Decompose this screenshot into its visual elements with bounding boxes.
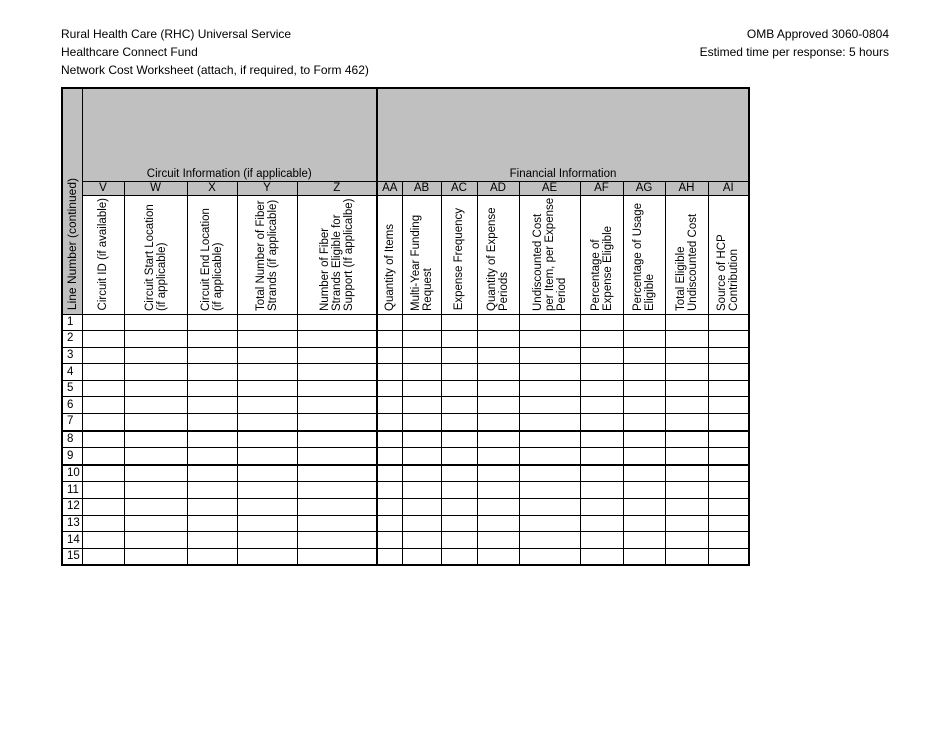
table-row (62, 364, 749, 381)
entry-cell-ab[interactable] (402, 448, 441, 465)
entry-cell-ah[interactable] (665, 465, 708, 482)
column-letter-aa: AA (377, 181, 402, 195)
fund-title: Healthcare Connect Fund (61, 45, 198, 59)
entry-cell-z[interactable] (297, 414, 377, 431)
entry-cell-v[interactable] (82, 364, 124, 381)
column-label: Total Number of Fiber Strands (if applicable) (255, 199, 279, 311)
column-letter-ag: AG (623, 181, 665, 195)
entry-cell-y[interactable] (237, 499, 297, 516)
entry-cell-ai[interactable] (708, 482, 749, 499)
column-label: Source of HCP Contribution (716, 234, 741, 311)
column-label: Total Eligible Undiscounted Cost (674, 213, 699, 311)
entry-cell-ag[interactable] (623, 448, 665, 465)
table-row (62, 347, 749, 364)
entry-cell-ai[interactable] (708, 532, 749, 549)
entry-cell-ae[interactable] (519, 380, 580, 397)
entry-cell-ai[interactable] (708, 331, 749, 348)
entry-cell-ab[interactable] (402, 397, 441, 414)
entry-cell-v[interactable] (82, 482, 124, 499)
entry-cell-ag[interactable] (623, 397, 665, 414)
line-number-cell: 4 (62, 364, 82, 381)
time-estimate: Estimed time per response: 5 hours (699, 45, 889, 59)
entry-cell-ae[interactable] (519, 397, 580, 414)
column-label: Percentage of Usage Eligible (632, 202, 656, 311)
entry-cell-ag[interactable] (623, 499, 665, 516)
entry-cell-aa[interactable] (377, 482, 402, 499)
entry-cell-ag[interactable] (623, 515, 665, 532)
entry-cell-ad[interactable] (477, 380, 519, 397)
entry-cell-aa[interactable] (377, 347, 402, 364)
entry-cell-ai[interactable] (708, 548, 749, 565)
entry-cell-w[interactable] (124, 397, 187, 414)
entry-cell-z[interactable] (297, 380, 377, 397)
entry-cell-ah[interactable] (665, 515, 708, 532)
entry-cell-y[interactable] (237, 548, 297, 565)
entry-cell-aa[interactable] (377, 515, 402, 532)
entry-cell-y[interactable] (237, 532, 297, 549)
entry-cell-v[interactable] (82, 499, 124, 516)
entry-cell-ah[interactable] (665, 347, 708, 364)
entry-cell-ae[interactable] (519, 414, 580, 431)
column-letter-ae: AE (519, 181, 580, 195)
entry-cell-ab[interactable] (402, 364, 441, 381)
entry-cell-ad[interactable] (477, 414, 519, 431)
entry-cell-ac[interactable] (441, 515, 477, 532)
entry-cell-aa[interactable] (377, 532, 402, 549)
entry-cell-ac[interactable] (441, 548, 477, 565)
entry-cell-y[interactable] (237, 414, 297, 431)
entry-cell-ad[interactable] (477, 448, 519, 465)
line-number-cell: 8 (62, 431, 82, 448)
entry-cell-ad[interactable] (477, 532, 519, 549)
entry-cell-ag[interactable] (623, 465, 665, 482)
network-cost-worksheet-table (61, 87, 750, 566)
table-row (62, 482, 749, 499)
column-label: Number of Fiber Strands Eligible for Support (If applicalbe) (318, 197, 355, 311)
entry-cell-x[interactable] (187, 414, 237, 431)
entry-cell-w[interactable] (124, 515, 187, 532)
entry-cell-ae[interactable] (519, 347, 580, 364)
entry-cell-v[interactable] (82, 331, 124, 348)
entry-cell-ai[interactable] (708, 314, 749, 331)
entry-cell-ag[interactable] (623, 548, 665, 565)
entry-cell-af[interactable] (580, 465, 623, 482)
entry-cell-ab[interactable] (402, 482, 441, 499)
entry-cell-ad[interactable] (477, 397, 519, 414)
column-header-ai (708, 195, 749, 314)
entry-cell-ag[interactable] (623, 364, 665, 381)
entry-cell-w[interactable] (124, 380, 187, 397)
line-number-cell: 14 (62, 532, 82, 549)
entry-cell-v[interactable] (82, 548, 124, 565)
entry-cell-ae[interactable] (519, 465, 580, 482)
entry-cell-aa[interactable] (377, 331, 402, 348)
entry-cell-x[interactable] (187, 314, 237, 331)
entry-cell-ai[interactable] (708, 414, 749, 431)
column-letter-v: V (82, 181, 124, 195)
entry-cell-y[interactable] (237, 515, 297, 532)
column-letter-ac: AC (441, 181, 477, 195)
entry-cell-aa[interactable] (377, 314, 402, 331)
table-row (62, 414, 749, 431)
entry-cell-aa[interactable] (377, 414, 402, 431)
column-label: Percentage of Expense Eligible (589, 225, 614, 311)
entry-cell-z[interactable] (297, 548, 377, 565)
column-header-aa (377, 195, 402, 314)
entry-cell-ac[interactable] (441, 414, 477, 431)
entry-cell-ah[interactable] (665, 532, 708, 549)
entry-cell-z[interactable] (297, 314, 377, 331)
entry-cell-ae[interactable] (519, 515, 580, 532)
table-row (62, 548, 749, 565)
entry-cell-y[interactable] (237, 314, 297, 331)
entry-cell-af[interactable] (580, 431, 623, 448)
entry-cell-ag[interactable] (623, 482, 665, 499)
entry-cell-y[interactable] (237, 397, 297, 414)
table-row (62, 499, 749, 516)
entry-cell-ai[interactable] (708, 465, 749, 482)
table-row (62, 380, 749, 397)
entry-cell-ai[interactable] (708, 515, 749, 532)
line-number-cell: 7 (62, 414, 82, 431)
entry-cell-aa[interactable] (377, 397, 402, 414)
entry-cell-ai[interactable] (708, 431, 749, 448)
column-header-v (82, 195, 124, 314)
entry-cell-v[interactable] (82, 397, 124, 414)
entry-cell-y[interactable] (237, 448, 297, 465)
entry-cell-v[interactable] (82, 515, 124, 532)
entry-cell-x[interactable] (187, 331, 237, 348)
entry-cell-z[interactable] (297, 364, 377, 381)
entry-cell-ai[interactable] (708, 499, 749, 516)
entry-cell-ac[interactable] (441, 499, 477, 516)
column-header-y (237, 195, 297, 314)
line-number-cell: 11 (62, 482, 82, 499)
column-label: Quantity of Items (383, 223, 396, 311)
entry-cell-v[interactable] (82, 414, 124, 431)
entry-cell-ah[interactable] (665, 380, 708, 397)
table-row (62, 431, 749, 448)
entry-cell-af[interactable] (580, 380, 623, 397)
entry-cell-ai[interactable] (708, 364, 749, 381)
entry-cell-w[interactable] (124, 548, 187, 565)
entry-cell-x[interactable] (187, 465, 237, 482)
entry-cell-ag[interactable] (623, 532, 665, 549)
column-label: Quantity of Expense Periods (486, 206, 510, 311)
entry-cell-ah[interactable] (665, 431, 708, 448)
column-header-x (187, 195, 237, 314)
entry-cell-ah[interactable] (665, 414, 708, 431)
entry-cell-ae[interactable] (519, 448, 580, 465)
entry-cell-x[interactable] (187, 347, 237, 364)
entry-cell-z[interactable] (297, 347, 377, 364)
entry-cell-ab[interactable] (402, 431, 441, 448)
entry-cell-ac[interactable] (441, 532, 477, 549)
column-letter-x: X (187, 181, 237, 195)
line-number-cell: 15 (62, 548, 82, 565)
worksheet-title: Network Cost Worksheet (attach, if required, to Form 462) (61, 63, 369, 77)
entry-cell-ag[interactable] (623, 380, 665, 397)
entry-cell-y[interactable] (237, 465, 297, 482)
entry-cell-w[interactable] (124, 465, 187, 482)
entry-cell-ai[interactable] (708, 347, 749, 364)
entry-cell-y[interactable] (237, 431, 297, 448)
line-number-cell: 13 (62, 515, 82, 532)
entry-cell-ab[interactable] (402, 532, 441, 549)
line-number-label: Line Number (continued) (65, 178, 80, 311)
entry-cell-ac[interactable] (441, 364, 477, 381)
entry-cell-aa[interactable] (377, 364, 402, 381)
table-row (62, 515, 749, 532)
entry-cell-w[interactable] (124, 314, 187, 331)
line-number-cell: 1 (62, 314, 82, 331)
entry-cell-ae[interactable] (519, 431, 580, 448)
entry-cell-ah[interactable] (665, 314, 708, 331)
column-letter-ad: AD (477, 181, 519, 195)
entry-cell-ag[interactable] (623, 314, 665, 331)
program-title: Rural Health Care (RHC) Universal Service (61, 27, 292, 41)
entry-cell-z[interactable] (297, 331, 377, 348)
entry-cell-y[interactable] (237, 364, 297, 381)
entry-cell-ab[interactable] (402, 499, 441, 516)
entry-cell-y[interactable] (237, 482, 297, 499)
column-letter-y: Y (237, 181, 297, 195)
entry-cell-z[interactable] (297, 448, 377, 465)
form-header-right (700, 25, 889, 61)
line-number-cell: 2 (62, 331, 82, 348)
entry-cell-ac[interactable] (441, 448, 477, 465)
entry-cell-y[interactable] (237, 331, 297, 348)
entry-cell-z[interactable] (297, 532, 377, 549)
entry-cell-ad[interactable] (477, 465, 519, 482)
entry-cell-ac[interactable] (441, 314, 477, 331)
entry-cell-aa[interactable] (377, 465, 402, 482)
entry-cell-aa[interactable] (377, 380, 402, 397)
line-number-cell: 5 (62, 380, 82, 397)
entry-cell-ad[interactable] (477, 482, 519, 499)
column-label: Circuit ID (if available) (97, 198, 109, 311)
column-label: Circuit Start Location (if applicable) (143, 203, 168, 311)
table-row (62, 397, 749, 414)
column-letter-w: W (124, 181, 187, 195)
entry-cell-z[interactable] (297, 515, 377, 532)
entry-cell-ab[interactable] (402, 414, 441, 431)
entry-cell-w[interactable] (124, 331, 187, 348)
entry-cell-w[interactable] (124, 482, 187, 499)
entry-cell-x[interactable] (187, 380, 237, 397)
entry-cell-af[interactable] (580, 482, 623, 499)
column-letter-ah: AH (665, 181, 708, 195)
entry-cell-af[interactable] (580, 448, 623, 465)
line-number-cell: 6 (62, 397, 82, 414)
entry-cell-ab[interactable] (402, 331, 441, 348)
entry-cell-ae[interactable] (519, 482, 580, 499)
entry-cell-ae[interactable] (519, 314, 580, 331)
entry-cell-x[interactable] (187, 532, 237, 549)
entry-cell-ac[interactable] (441, 331, 477, 348)
entry-cell-w[interactable] (124, 414, 187, 431)
column-header-af (580, 195, 623, 314)
entry-cell-af[interactable] (580, 364, 623, 381)
entry-cell-z[interactable] (297, 499, 377, 516)
entry-cell-aa[interactable] (377, 448, 402, 465)
entry-cell-ab[interactable] (402, 515, 441, 532)
column-label: Circuit End Location (if applicable) (200, 207, 224, 311)
column-letter-ab: AB (402, 181, 441, 195)
entry-cell-ac[interactable] (441, 347, 477, 364)
column-header-z (297, 195, 377, 314)
entry-cell-ac[interactable] (441, 397, 477, 414)
entry-cell-x[interactable] (187, 364, 237, 381)
entry-cell-ad[interactable] (477, 364, 519, 381)
entry-cell-af[interactable] (580, 414, 623, 431)
entry-cell-x[interactable] (187, 397, 237, 414)
table-row (62, 448, 749, 465)
entry-cell-x[interactable] (187, 448, 237, 465)
column-label: Undiscounted Cost per Item, per Expense Period (531, 197, 568, 311)
entry-cell-y[interactable] (237, 380, 297, 397)
entry-cell-ad[interactable] (477, 499, 519, 516)
entry-cell-z[interactable] (297, 397, 377, 414)
entry-cell-ad[interactable] (477, 431, 519, 448)
column-header-ad (477, 195, 519, 314)
entry-cell-ag[interactable] (623, 347, 665, 364)
entry-cell-w[interactable] (124, 364, 187, 381)
entry-cell-w[interactable] (124, 448, 187, 465)
entry-cell-ab[interactable] (402, 380, 441, 397)
entry-cell-ae[interactable] (519, 532, 580, 549)
line-number-cell: 12 (62, 499, 82, 516)
entry-cell-ai[interactable] (708, 380, 749, 397)
form-header-left (61, 25, 369, 79)
table-row (62, 465, 749, 482)
entry-cell-w[interactable] (124, 532, 187, 549)
entry-cell-v[interactable] (82, 314, 124, 331)
entry-cell-w[interactable] (124, 347, 187, 364)
entry-cell-ae[interactable] (519, 331, 580, 348)
entry-cell-ai[interactable] (708, 397, 749, 414)
entry-cell-ae[interactable] (519, 364, 580, 381)
entry-cell-aa[interactable] (377, 431, 402, 448)
entry-cell-ah[interactable] (665, 364, 708, 381)
entry-cell-ai[interactable] (708, 448, 749, 465)
column-header-ae (519, 195, 580, 314)
entry-cell-v[interactable] (82, 465, 124, 482)
entry-cell-z[interactable] (297, 465, 377, 482)
line-number-header (62, 88, 82, 314)
table-row (62, 532, 749, 549)
line-number-cell: 10 (62, 465, 82, 482)
entry-cell-af[interactable] (580, 347, 623, 364)
entry-cell-x[interactable] (187, 431, 237, 448)
entry-cell-ab[interactable] (402, 314, 441, 331)
entry-cell-x[interactable] (187, 548, 237, 565)
entry-cell-z[interactable] (297, 431, 377, 448)
entry-cell-ah[interactable] (665, 482, 708, 499)
entry-cell-aa[interactable] (377, 548, 402, 565)
line-number-cell: 9 (62, 448, 82, 465)
entry-cell-ah[interactable] (665, 397, 708, 414)
entry-cell-w[interactable] (124, 499, 187, 516)
entry-cell-y[interactable] (237, 347, 297, 364)
entry-cell-ah[interactable] (665, 499, 708, 516)
entry-cell-ad[interactable] (477, 331, 519, 348)
entry-cell-ab[interactable] (402, 347, 441, 364)
entry-cell-ae[interactable] (519, 499, 580, 516)
entry-cell-ac[interactable] (441, 431, 477, 448)
column-header-ab (402, 195, 441, 314)
column-header-ah (665, 195, 708, 314)
entry-cell-ag[interactable] (623, 431, 665, 448)
entry-cell-ac[interactable] (441, 380, 477, 397)
entry-cell-v[interactable] (82, 347, 124, 364)
entry-cell-af[interactable] (580, 532, 623, 549)
entry-cell-ah[interactable] (665, 448, 708, 465)
table-row (62, 314, 749, 331)
entry-cell-ab[interactable] (402, 548, 441, 565)
entry-cell-ah[interactable] (665, 331, 708, 348)
entry-cell-ad[interactable] (477, 347, 519, 364)
entry-cell-ab[interactable] (402, 465, 441, 482)
entry-cell-x[interactable] (187, 482, 237, 499)
entry-cell-af[interactable] (580, 314, 623, 331)
column-label: Expense Frequency (453, 208, 465, 311)
entry-cell-ad[interactable] (477, 314, 519, 331)
entry-cell-ac[interactable] (441, 465, 477, 482)
circuit-information-header: Circuit Information (if applicable) (82, 88, 377, 181)
entry-cell-ag[interactable] (623, 414, 665, 431)
entry-cell-x[interactable] (187, 515, 237, 532)
entry-cell-ad[interactable] (477, 548, 519, 565)
entry-cell-z[interactable] (297, 482, 377, 499)
entry-cell-w[interactable] (124, 431, 187, 448)
financial-information-header: Financial Information (377, 88, 749, 181)
entry-cell-af[interactable] (580, 397, 623, 414)
column-letter-z: Z (297, 181, 377, 195)
entry-cell-aa[interactable] (377, 499, 402, 516)
entry-cell-v[interactable] (82, 532, 124, 549)
entry-cell-af[interactable] (580, 499, 623, 516)
column-letter-ai: AI (708, 181, 749, 195)
column-label: Multi-Year Funding Request (409, 214, 434, 311)
entry-cell-ah[interactable] (665, 548, 708, 565)
entry-cell-v[interactable] (82, 380, 124, 397)
entry-cell-ad[interactable] (477, 515, 519, 532)
entry-cell-v[interactable] (82, 431, 124, 448)
entry-cell-x[interactable] (187, 499, 237, 516)
entry-cell-af[interactable] (580, 548, 623, 565)
entry-cell-ae[interactable] (519, 548, 580, 565)
line-number-cell: 3 (62, 347, 82, 364)
column-header-w (124, 195, 187, 314)
entry-cell-ag[interactable] (623, 331, 665, 348)
entry-cell-af[interactable] (580, 331, 623, 348)
column-header-ag (623, 195, 665, 314)
column-header-ac (441, 195, 477, 314)
entry-cell-ac[interactable] (441, 482, 477, 499)
omb-number: OMB Approved 3060-0804 (746, 27, 889, 41)
entry-cell-v[interactable] (82, 448, 124, 465)
table-row (62, 331, 749, 348)
entry-cell-af[interactable] (580, 515, 623, 532)
column-letter-af: AF (580, 181, 623, 195)
